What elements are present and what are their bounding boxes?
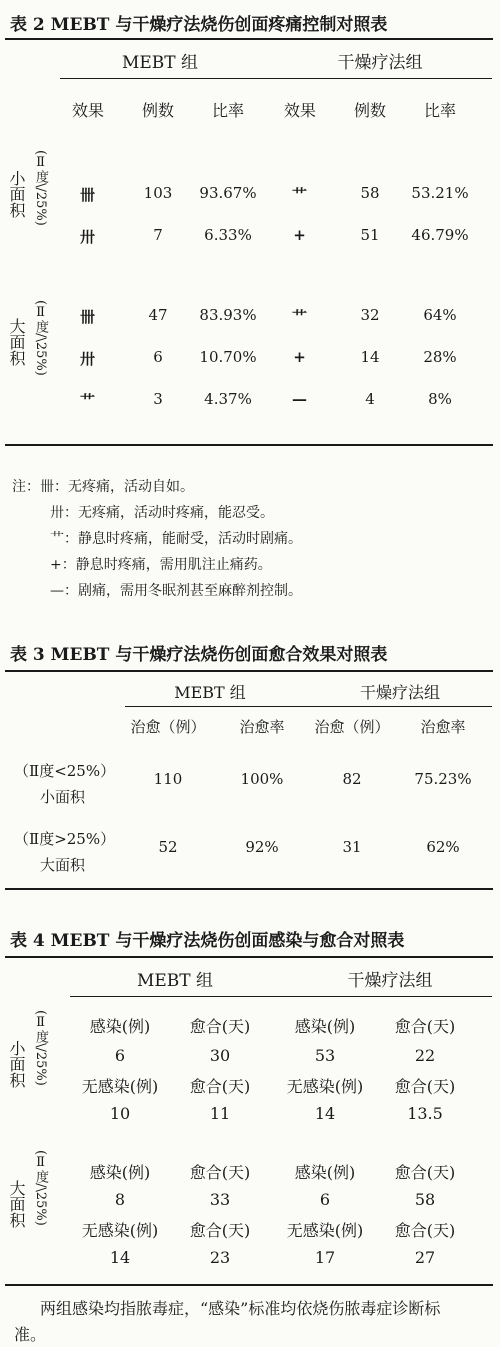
table-cell: 6 (319, 1190, 331, 1209)
table-cell: 28% (423, 348, 457, 366)
table-cell: 3 (153, 390, 163, 408)
table4-large-sub: (Ⅱ度/\25%) (33, 1150, 48, 1226)
table3-row-label1: （Ⅱ度<25%） (14, 762, 116, 780)
table-cell: 愈合(天) (189, 1017, 251, 1036)
table-cell: 62% (426, 838, 460, 856)
table4-footnote-line1: 两组感染均指脓毒症，“感染”标准均依烧伤脓毒症诊断标 (40, 1299, 441, 1318)
table-cell: 8% (428, 390, 452, 408)
table2-col-5: 比率 (423, 101, 457, 120)
table4-small-label (6, 1040, 26, 1088)
table-cell: 52 (158, 838, 178, 856)
table-cell: 23 (209, 1248, 231, 1267)
table2-bottom-rule (5, 444, 493, 446)
table-cell: 100% (240, 770, 284, 788)
table3-header-rule (125, 706, 492, 707)
table4-footnote-line2: 准。 (14, 1325, 47, 1344)
table-cell: 愈合(天) (394, 1077, 456, 1096)
table-cell: 92% (245, 838, 279, 856)
table3-group-mebt: MEBT 组 (174, 683, 246, 702)
table-cell: 14 (360, 348, 380, 366)
table-cell: 33 (209, 1190, 231, 1209)
table-cell: 4.37% (204, 390, 252, 408)
table4-bottom-rule (5, 1284, 493, 1286)
table-cell: 无感染(例) (81, 1077, 159, 1096)
table-cell: 愈合(天) (394, 1163, 456, 1182)
table4-group-mebt: MEBT 组 (136, 971, 214, 991)
table-cell: 22 (414, 1046, 436, 1065)
table2-col-2: 比率 (211, 101, 245, 120)
table-cell: 27 (414, 1248, 436, 1267)
table4-header-rule (70, 996, 492, 997)
table2-title: 表 2 MEBT 与干燥疗法烧伤创面疼痛控制对照表 (10, 15, 388, 35)
pain-level-symbol: — (292, 390, 308, 408)
table-cell: 82 (342, 770, 362, 788)
table-cell: 10 (109, 1104, 131, 1123)
table2-col-3: 效果 (283, 101, 317, 120)
table2-col-1: 例数 (141, 101, 175, 120)
pain-level-symbol: 艹 (79, 392, 97, 410)
pain-level-symbol: 卌 (79, 308, 97, 326)
table3-col-2: 治愈（例） (314, 718, 390, 736)
table-cell: 47 (148, 306, 168, 324)
table-cell: 58 (414, 1190, 436, 1209)
table2-large-label-text: 大面积 (7, 318, 26, 366)
table-cell: 无感染(例) (286, 1077, 364, 1096)
table-cell: 53 (314, 1046, 336, 1065)
table-cell: 75.23% (414, 770, 472, 788)
table-cell: 93.67% (199, 184, 257, 202)
table3-title: 表 3 MEBT 与干燥疗法烧伤创面愈合效果对照表 (10, 645, 388, 665)
table-cell: 感染(例) (89, 1163, 151, 1182)
table2-note-0: 注：卌：无疼痛，活动自如。 (12, 479, 194, 495)
table2-note-3: +：静息时疼痛，需用肌注止痛药。 (50, 557, 272, 573)
table-cell: 14 (314, 1104, 336, 1123)
table3-top-rule (5, 670, 493, 672)
table-cell: 感染(例) (89, 1017, 151, 1036)
table2-large-label (6, 318, 26, 366)
table4-large-label (6, 1180, 26, 1228)
table2-header-rule (60, 78, 492, 79)
table-cell: 53.21% (411, 184, 469, 202)
table2-small-label-text: 小面积 (7, 170, 26, 218)
table3-bottom-rule (5, 888, 493, 890)
table-cell: 4 (365, 390, 375, 408)
table2-group-dry: 干燥疗法组 (337, 53, 423, 73)
table2-col-4: 例数 (353, 101, 387, 120)
pain-level-symbol: + (293, 226, 307, 244)
pain-level-symbol: 艹 (291, 186, 309, 204)
table-cell: 愈合(天) (394, 1221, 456, 1240)
table3-col-3: 治愈率 (420, 718, 466, 736)
table2-group-mebt: MEBT 组 (121, 53, 199, 73)
table-cell: 感染(例) (294, 1163, 356, 1182)
table-cell: 愈合(天) (189, 1163, 251, 1182)
table-cell: 103 (143, 184, 173, 202)
table4-small-label-text: 小面积 (7, 1040, 26, 1088)
table4-small-sub: (Ⅱ度\/25%) (33, 1010, 48, 1086)
table-cell: 6.33% (204, 226, 252, 244)
table-cell: 感染(例) (294, 1017, 356, 1036)
pain-level-symbol: 艹 (291, 308, 309, 326)
table-cell: 13.5 (407, 1104, 443, 1123)
table2-note-2: 艹：静息时疼痛，能耐受，活动时剧痛。 (50, 531, 302, 547)
table3-group-dry: 干燥疗法组 (359, 683, 441, 702)
table-cell: 7 (153, 226, 163, 244)
table-cell: 11 (209, 1104, 231, 1123)
table3-col-0: 治愈（例） (130, 718, 206, 736)
table4-large-label-text: 大面积 (7, 1180, 26, 1228)
table-cell: 46.79% (411, 226, 469, 244)
table-cell: 30 (209, 1046, 231, 1065)
table-cell: 愈合(天) (394, 1017, 456, 1036)
table-cell: 10.70% (199, 348, 257, 366)
table2-col-0: 效果 (71, 101, 105, 120)
table3-col-1: 治愈率 (239, 718, 285, 736)
table2-note-1: 卅：无疼痛，活动时疼痛，能忍受。 (50, 505, 274, 521)
table-cell: 6 (114, 1046, 126, 1065)
table-cell: 8 (114, 1190, 126, 1209)
table-cell: 51 (360, 226, 380, 244)
table-cell: 32 (360, 306, 380, 324)
table-cell: 愈合(天) (189, 1077, 251, 1096)
table2-top-rule (5, 38, 493, 40)
table-cell: 110 (153, 770, 183, 788)
table2-note-4: —：剧痛，需用冬眠剂甚至麻醉剂控制。 (50, 583, 302, 599)
table4-group-dry: 干燥疗法组 (347, 971, 433, 991)
table-cell: 6 (153, 348, 163, 366)
table3-row-label2: 大面积 (40, 856, 86, 874)
table-cell: 17 (314, 1248, 336, 1267)
pain-level-symbol: 卌 (79, 186, 97, 204)
table-cell: 14 (109, 1248, 131, 1267)
table-cell: 无感染(例) (81, 1221, 159, 1240)
table2-small-sub: (Ⅱ度\/25%) (33, 150, 48, 226)
pain-level-symbol: 卅 (79, 350, 97, 368)
table2-small-label (6, 170, 26, 218)
table-cell: 64% (423, 306, 457, 324)
table3-row-label2: 小面积 (40, 788, 86, 806)
pain-level-symbol: + (293, 348, 307, 366)
table4-top-rule (5, 956, 493, 958)
table-cell: 83.93% (199, 306, 257, 324)
pain-level-symbol: 卅 (79, 228, 97, 246)
table3-row-label1: （Ⅱ度>25%） (14, 830, 116, 848)
table-cell: 无感染(例) (286, 1221, 364, 1240)
table4-title: 表 4 MEBT 与干燥疗法烧伤创面感染与愈合对照表 (10, 931, 405, 951)
table-cell: 58 (360, 184, 380, 202)
table-cell: 31 (342, 838, 362, 856)
table-cell: 愈合(天) (189, 1221, 251, 1240)
table2-large-sub: (Ⅱ度/\25%) (33, 300, 48, 376)
